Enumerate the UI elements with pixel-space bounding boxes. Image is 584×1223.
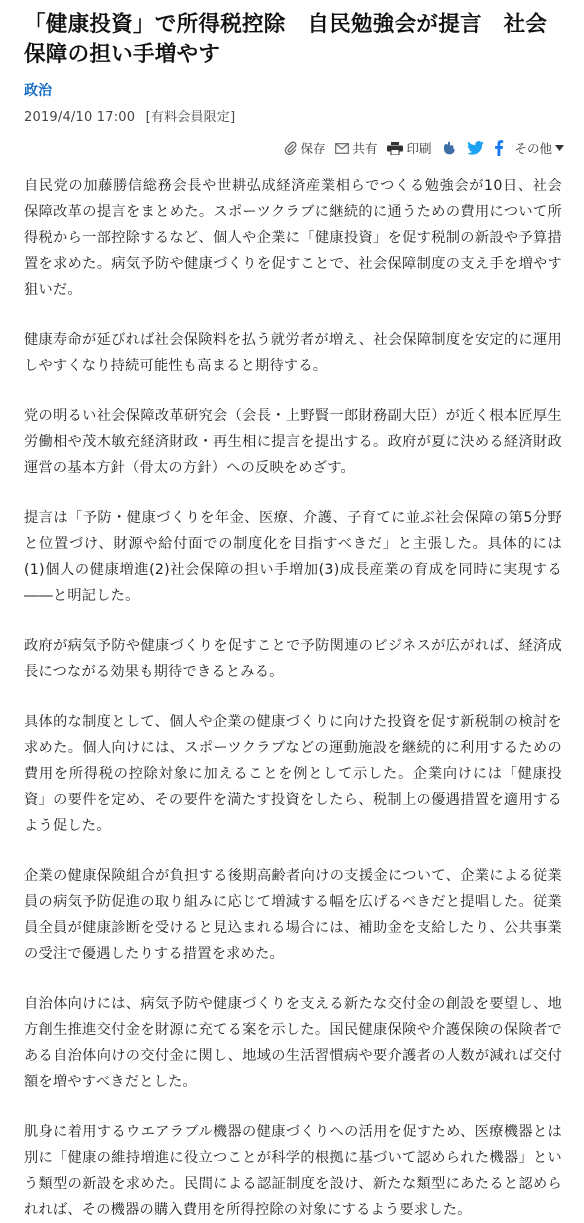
publish-date: 2019/4/10 17:00 [24, 110, 136, 125]
share-button[interactable] [335, 139, 377, 157]
print-label: 印刷 [406, 141, 432, 156]
facebook-icon [494, 140, 504, 156]
article-toolbar [24, 139, 564, 157]
printer-icon [387, 142, 403, 155]
twitter-share-button[interactable] [467, 141, 484, 155]
caret-down-icon [555, 145, 564, 151]
article-paragraph: 自治体向けには、病気予防や健康づくりを支える新たな交付金の創設を要望し、地方創生推進交付金を財源に充てる案を示した。国民健康保険や介護保険の保険者である自治体向けの交付金に関し、地域の生活習慣病や要介護者の人数が減れば交付額を増やすべきだとした。 [24, 996, 562, 1090]
facebook-share-button[interactable] [494, 140, 504, 156]
share-label: 共有 [352, 141, 378, 156]
more-menu-button[interactable] [514, 139, 564, 157]
article-paragraph: 健康寿命が延びれば社会保険料を払う就労者が増え、社会保障制度を安定的に運用しやすくなり持続可能性も高まると期待する。 [24, 332, 562, 374]
article-meta [24, 106, 562, 125]
print-button[interactable] [387, 139, 431, 157]
twitter-icon [467, 141, 484, 155]
hatena-bookmark-button[interactable] [441, 140, 457, 156]
article-paragraph: 党の明るい社会保障改革研究会（会長・上野賢一郎財務副大臣）が近く根本匠厚生労働相や茂木敏充経済財政・再生相に提言を提出する。政府が夏に決める経済財政運営の基本方針（骨太の方針）への反映をめざす。 [24, 408, 562, 476]
article-paragraph: 政府が病気予防や健康づくりを促すことで予防関連のビジネスが広がれば、経済成長につながる効果も期待できるとみる。 [24, 638, 562, 680]
article-paragraph: 企業の健康保険組合が負担する後期高齢者向けの支援金について、企業による従業員の病気予防促進の取り組みに応じて増減する幅を広げるべきだと提唱した。従業員全員が健康診断を受けると見込まれる場合には、補助金を支給したり、公共事業の受注で優遇したりする措置を求めた。 [24, 868, 562, 962]
more-label: その他 [514, 141, 552, 156]
article-paragraph: 肌身に着用するウエアラブル機器の健康づくりへの活用を促すため、医療機器とは別に「健康の維持増進に役立つことが科学的根拠に基づいて認められた機器」という類型の新設を求めた。民間による認証制度を設け、新たな類型にあたると認められれば、その機器の購入費用を所得控除の対象にするよう要求した。 [24, 1124, 562, 1218]
save-label: 保存 [300, 141, 326, 156]
article-paragraph: 提言は「予防・健康づくりを年金、医療、介護、子育てに並ぶ社会保障の第5分野と位置づけ、財源や給付面での制度化を目指すべきだ」と主張した。具体的には(1)個人の健康増進(2)社会保障の担い手増加(3)成長産業の育成を同時に実現する――と明記した。 [24, 510, 562, 604]
member-badge: [有料会員限定] [145, 110, 236, 125]
article-title: 「健康投資」で所得税控除 自民勉強会が提言 社会保障の担い手増やす [24, 12, 548, 67]
category-link[interactable]: 政治 [24, 83, 52, 99]
article-body [24, 173, 562, 1223]
save-button[interactable] [284, 139, 325, 157]
article-paragraph: 自民党の加藤勝信総務会長や世耕弘成経済産業相らでつくる勉強会が10日、社会保障改革の提言をまとめた。スポーツクラブに継続的に通うための費用について所得税から一部控除するなど、個人や企業に「健康投資」を促す税制の新設や予算措置を求めた。病気予防や健康づくりを促すことで、社会保障制度の支え手を増やす狙いだ。 [24, 178, 562, 298]
hatena-icon [441, 140, 457, 156]
mail-icon [335, 143, 349, 154]
article-paragraph: 具体的な制度として、個人や企業の健康づくりに向けた投資を促す新税制の検討を求めた。個人向けには、スポーツクラブなどの運動施設を継続的に利用するための費用を所得税の控除対象に加えることを例として示した。企業向けには「健康投資」の要件を定め、その要件を満たす投資をしたら、税制上の優遇措置を適用するよう促した。 [24, 714, 562, 834]
clip-icon [284, 141, 297, 155]
